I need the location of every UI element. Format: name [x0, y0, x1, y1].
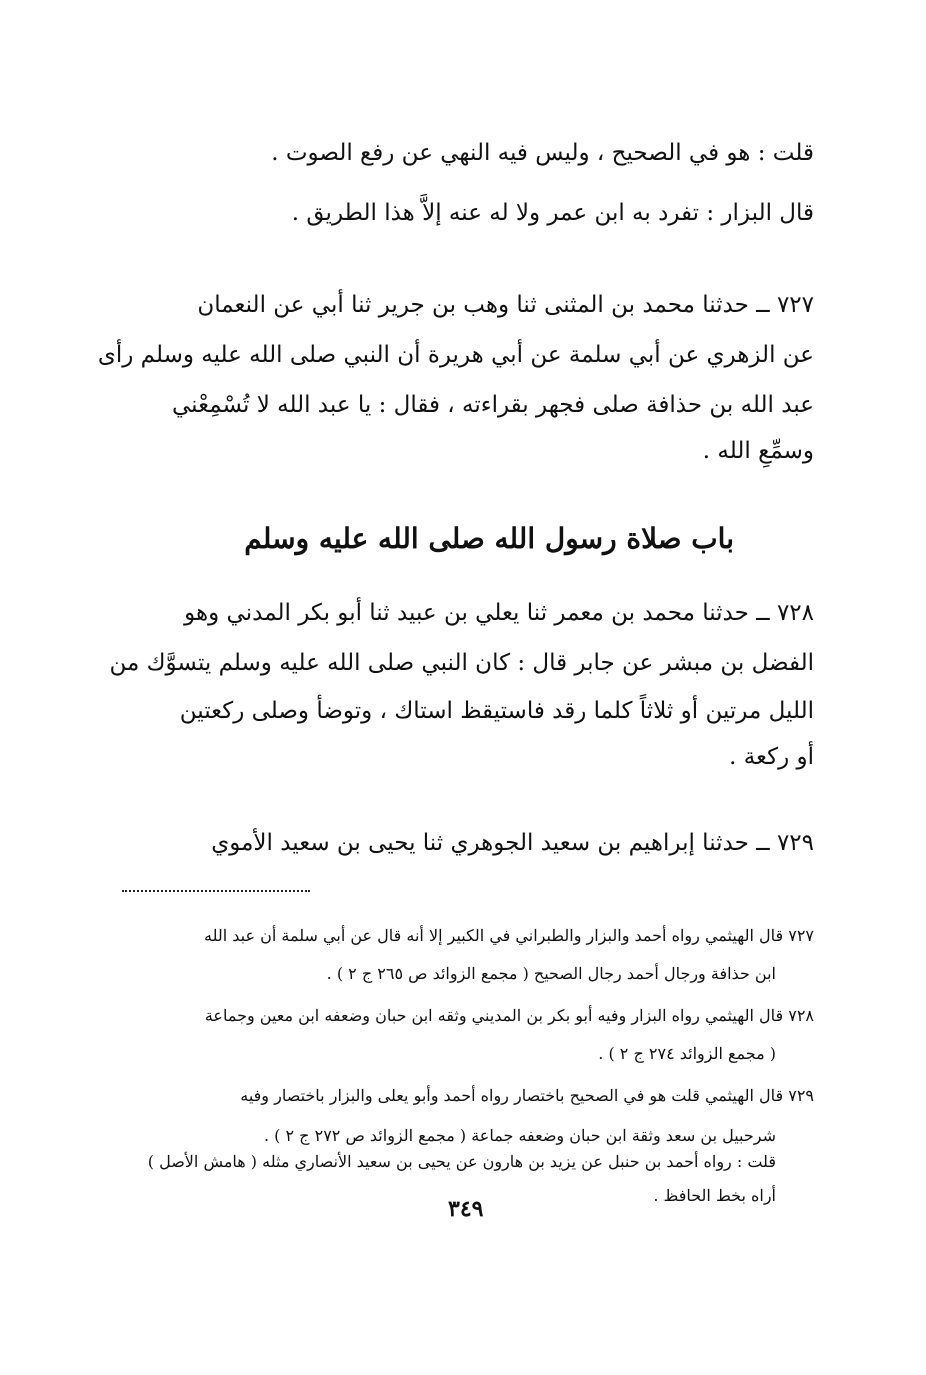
footnote-729-line-1: ٧٢٩ قال الهيثمي قلت هو في الصحيح باختصار رواه أحمد وأبو يعلى والبزار باختصار وفيه	[240, 1086, 814, 1105]
hadith-728-line-1: ٧٢٨ ــ حدثنا محمد بن معمر ثنا يعلي بن عبيد ثنا أبو بكر المدني وهو	[184, 600, 814, 626]
footnote-728-line-1: ٧٢٨ قال الهيثمي رواه البزار وفيه أبو بكر بن المديني وثقه ابن حبان وضعفه ابن معين وجماعة	[204, 1006, 814, 1025]
hadith-728-line-2: الفضل بن مبشر عن جابر قال : كان النبي صلى الله عليه وسلم يتسوَّك من	[109, 650, 814, 676]
chapter-heading: باب صلاة رسول الله صلى الله عليه وسلم	[244, 522, 734, 555]
footnote-divider	[122, 890, 310, 892]
footnote-727-line-1: ٧٢٧ قال الهيثمي رواه أحمد والبزار والطبراني في الكبير إلا أنه قال عن أبي سلمة أن عبد الله	[203, 926, 814, 945]
hadith-727-line-2: عن الزهري عن أبي سلمة عن أبي هريرة أن النبي صلى الله عليه وسلم رأى	[97, 342, 814, 368]
hadith-727-line-4: وسمِّعِ الله .	[702, 438, 814, 464]
hadith-728-line-3: الليل مرتين أو ثلاثاً كلما رقد فاستيقظ استاك ، وتوضأ وصلى ركعتين	[179, 698, 814, 724]
footnote-729-line-4: أراه بخط الحافظ .	[653, 1186, 776, 1205]
footnote-727-line-2: ابن حذافة ورجال أحمد رجال الصحيح ( مجمع الزوائد ص ٢٦٥ ج ٢ ) .	[326, 964, 776, 983]
hadith-728-line-4: أو ركعة .	[729, 744, 814, 770]
footnote-728-line-2: ( مجمع الزوائد ٢٧٤ ج ٢ ) .	[598, 1044, 776, 1063]
intro-line-2: قال البزار : تفرد به ابن عمر ولا له عنه إلاَّ هذا الطريق .	[291, 200, 814, 226]
hadith-727-line-3: عبد الله بن حذافة صلى فجهر بقراءته ، فقال : يا عبد الله لا تُسْمِعْني	[171, 392, 814, 418]
footnote-729-line-2: شرحبيل بن سعد وثقة ابن حبان وضعفه جماعة ( مجمع الزوائد ص ٢٧٢ ج ٢ ) .	[264, 1126, 776, 1145]
hadith-727-line-1: ٧٢٧ ــ حدثنا محمد بن المثنى ثنا وهب بن جرير ثنا أبي عن النعمان	[197, 292, 814, 318]
hadith-729-line-1: ٧٢٩ ــ حدثنا إبراهيم بن سعيد الجوهري ثنا يحيى بن سعيد الأموي	[211, 830, 814, 856]
intro-line-1: قلت : هو في الصحيح ، وليس فيه النهي عن رفع الصوت .	[271, 140, 814, 166]
page-number: ٣٤٩	[448, 1196, 484, 1222]
footnote-729-line-3: قلت : رواه أحمد بن حنبل عن يزيد بن هارون عن يحيى بن سعيد الأنصاري مثله ( هامش الأصل )	[147, 1152, 776, 1171]
